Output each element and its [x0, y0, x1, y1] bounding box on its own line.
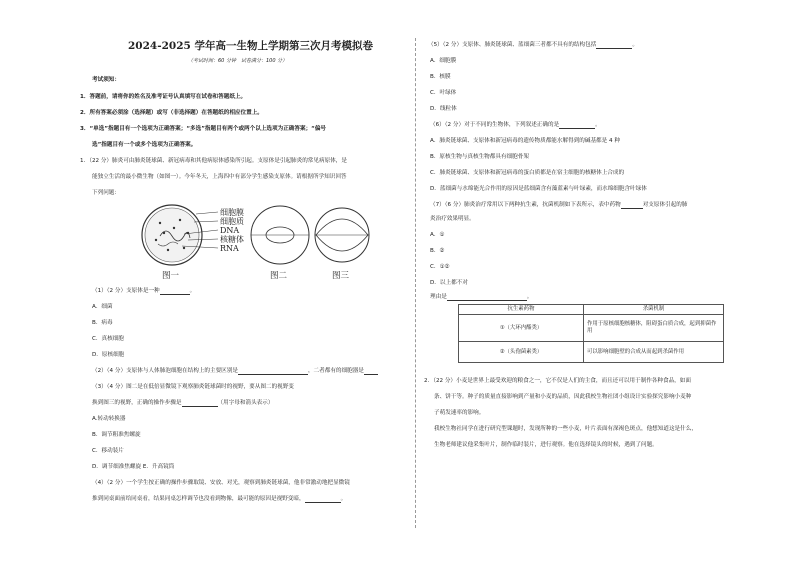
- q1-part6-text: （6）（2 分）对于不同的生物体，下列叙述正确的是: [430, 122, 560, 128]
- answer-blank[interactable]: [621, 203, 643, 209]
- figure-caption-3: 图三: [332, 271, 350, 280]
- q1-part4-line2: 推到同桌面前给同桌看，结果同桌怎样调节也没看到物像，最可能的原因是视野变暗， 。: [92, 496, 347, 502]
- figure-1-cell: [142, 205, 244, 280]
- q1-part1-option-a: A．细菌: [92, 304, 113, 310]
- table-header-cell: 抗生素药物: [459, 305, 584, 315]
- answer-blank[interactable]: [559, 123, 595, 129]
- q1-part5-option-a: A．细胞膜: [430, 58, 457, 64]
- figure-label-rna: RNA: [220, 244, 239, 253]
- q1-part7-reason: 理由是 。: [430, 294, 533, 300]
- q1-part7-line2: 炎治疗效果明显。: [430, 216, 475, 222]
- answer-blank[interactable]: [160, 289, 190, 295]
- q1-part6-option-b: B．原核生物与真核生物都具有细胞骨架: [430, 154, 529, 160]
- q1-part4-line1: （4）（2 分）一个学生按正确的操作步骤取镜、安放、对光，观察到肺炎链球菌，他非常激动地把显微镜: [92, 480, 350, 486]
- q1-part5-text: （5）（2 分）支原体、肺炎链球菌、蓝细菌三者都不具有的结构包括: [428, 42, 597, 48]
- answer-blank[interactable]: [447, 295, 527, 301]
- instruction-3: 3．“单选”指题目有一个选项为正确答案；“多选”指题目有两个或两个以上选项为正确答案；“偏号: [80, 126, 327, 132]
- q1-part3-option-a: A.转动转换器: [92, 416, 126, 422]
- q1-part1-option-c: C．真核细胞: [92, 336, 124, 342]
- q1-stem-line1: 1．（22 分）肺炎可由肺炎链球菌、新冠病毒和其他病原体感染所引起。支原体是引起肺炎的常见病原体，是: [80, 158, 347, 164]
- q1-part6: （6）（2 分）对于不同的生物体，下列叙述正确的是 。: [430, 122, 601, 128]
- q1-part3-text: 换到图三的视野，正确的操作步骤是: [92, 400, 182, 406]
- q1-part5: （5）（2 分）支原体、肺炎链球菌、蓝细菌三者都不具有的结构包括 。: [428, 42, 638, 48]
- figure-caption-2: 图二: [270, 271, 288, 280]
- q1-part2: [92, 368, 378, 375]
- antibiotic-table: [458, 304, 724, 363]
- answer-blank[interactable]: [596, 43, 632, 49]
- q1-stem-line2: 能独立生活的最小微生物（如图一）。今年冬天，上海四中有部分学生感染支原体。请根据所学知识回答: [92, 174, 347, 180]
- q1-part3-option-b: B．调节粗准焦螺旋: [92, 432, 141, 438]
- table-row: [459, 342, 724, 363]
- q2-line3: 子萌发速率的影响。: [434, 410, 485, 416]
- q1-stem-line3: 下列问题：: [92, 190, 120, 196]
- q2-line5: 生物老师建议他采集叶片，制作临时装片，进行观察。他在选择镜头的时候，遇到了问题。: [434, 442, 658, 448]
- instruction-2: 2．所有答案必须涂（选择题）或写（非选择题）在答题纸的相应位置上。: [80, 110, 263, 116]
- q1-part3-line2: [92, 400, 273, 407]
- q1-part3-line1: （3）（4 分）图二是在低倍显微镜下观察肺炎链球菌时的视野，要从图二的视野变: [92, 384, 294, 390]
- answer-blank[interactable]: [238, 369, 308, 375]
- q2-line4: 我校生物社同学在进行研究型课题时，发现所种的一些小麦，叶片表面有深褐色斑点，他想知道这是什么，: [434, 426, 697, 432]
- q1-part6-option-a: A．肺炎链球菌、支原体和新冠病毒的遗传物质都能水解得到的碱基都是 4 种: [430, 138, 620, 144]
- q2-line1: 2．（22 分）小麦是世界上最受欢迎的粮食之一，它不仅是人们的主食，而且还可以用于制作各种食品，如面: [424, 378, 691, 384]
- q1-part7-option-b: B．②: [430, 248, 445, 254]
- q1-part2-text: （2）（4 分）支原体与人体肺泡细胞在结构上的主要区别是: [92, 368, 238, 374]
- figure-2-field: [251, 206, 309, 280]
- q1-part7-reason-label: 理由是: [430, 294, 447, 300]
- column-divider: [415, 38, 416, 528]
- page-title: 2024-2025 学年高一生物上学期第三次月考模拟卷: [128, 40, 373, 52]
- q1-part1: （1）（2 分）支原体是一种 。: [92, 288, 196, 294]
- table-header-cell: 杀菌机制: [584, 305, 724, 315]
- answer-blank[interactable]: [182, 401, 218, 407]
- figure-label-dna: DNA: [220, 226, 240, 235]
- q1-part1-option-b: B．病毒: [92, 320, 113, 326]
- q1-part7-option-a: A．①: [430, 232, 445, 238]
- q1-part7-option-c: C．①②: [430, 264, 450, 270]
- figure-3-field: [315, 208, 369, 280]
- q1-part1-option-d: D．原核细胞: [92, 352, 125, 358]
- q1-part3-option-c: C．移动装片: [92, 448, 124, 454]
- q1-part6-option-d: D．蓝细菌与水绵能光合作用的原因是蓝细菌含有藻蓝素与叶绿素，而水绵细胞含叶绿体: [430, 186, 647, 192]
- table-header-row: [459, 305, 724, 315]
- instructions-heading: 考试须知：: [92, 77, 120, 83]
- q1-part5-option-b: B．核膜: [430, 74, 451, 80]
- figure-label-cytoplasm: 细胞质: [220, 217, 244, 226]
- q1-part7-line1: [430, 202, 687, 209]
- q1-part6-option-c: C．肺炎链球菌、支原体和新冠病毒的蛋白质都是在宿主细胞的核糖体上合成的: [430, 170, 625, 176]
- figure-label-membrane: 细胞膜: [220, 208, 244, 217]
- q1-part1-text: （1）（2 分）支原体是一种: [92, 288, 160, 294]
- table-cell: ①（大环内酯类）: [459, 315, 584, 342]
- q1-part3-hint: （用字母和箭头表示）: [217, 400, 274, 406]
- q1-part7-option-d: D．以上都不对: [430, 280, 468, 286]
- q2-line2: 条、饼干等。种子的质量直接影响到产量和小麦的品质，因此我校生物社团小组设计实验探究影响小麦种: [434, 394, 692, 400]
- answer-blank[interactable]: [364, 369, 378, 375]
- instruction-3-cont: 选”指题目有一个或多个选项为正确答案。: [92, 142, 197, 148]
- table-row: [459, 315, 724, 342]
- q1-part2-tail: ，二者都有的细胞器是: [307, 368, 364, 374]
- figure-caption-1: 图一: [162, 271, 180, 280]
- table-cell: ②（头孢菌素类）: [459, 342, 584, 363]
- q1-part5-option-d: D．线粒体: [430, 106, 457, 112]
- q1-figure: [130, 198, 370, 280]
- answer-blank[interactable]: [305, 497, 341, 503]
- q1-part3-option-d: D．调节细准焦螺旋 E．升高镜筒: [92, 464, 175, 470]
- instruction-1: 1．答题前，请将你的姓名及准考证号认真填写在试卷和答题纸上。: [80, 94, 247, 100]
- table-cell: 作用于原核细胞核糖体，阻碍蛋白质合成，起到抑菌作用: [584, 315, 724, 342]
- q1-part4-text: 推到同桌面前给同桌看，结果同桌怎样调节也没看到物像，最可能的原因是视野变暗，: [92, 496, 305, 502]
- exam-subtitle: （考试时间：60 分钟 试卷满分：100 分）: [188, 58, 288, 64]
- q1-part7-text: （7）（6 分）肺炎治疗常用以下两种抗生素，抗菌机制如下表所示，表中药物: [430, 202, 621, 208]
- q1-part7-text-tail: 对支原体引起的肺: [642, 202, 688, 208]
- q1-part5-option-c: C．叶绿体: [430, 90, 457, 96]
- figure-label-ribosome: 核糖体: [220, 235, 244, 244]
- table-cell: 可以影响细胞壁的合成从而起到杀菌作用: [584, 342, 724, 363]
